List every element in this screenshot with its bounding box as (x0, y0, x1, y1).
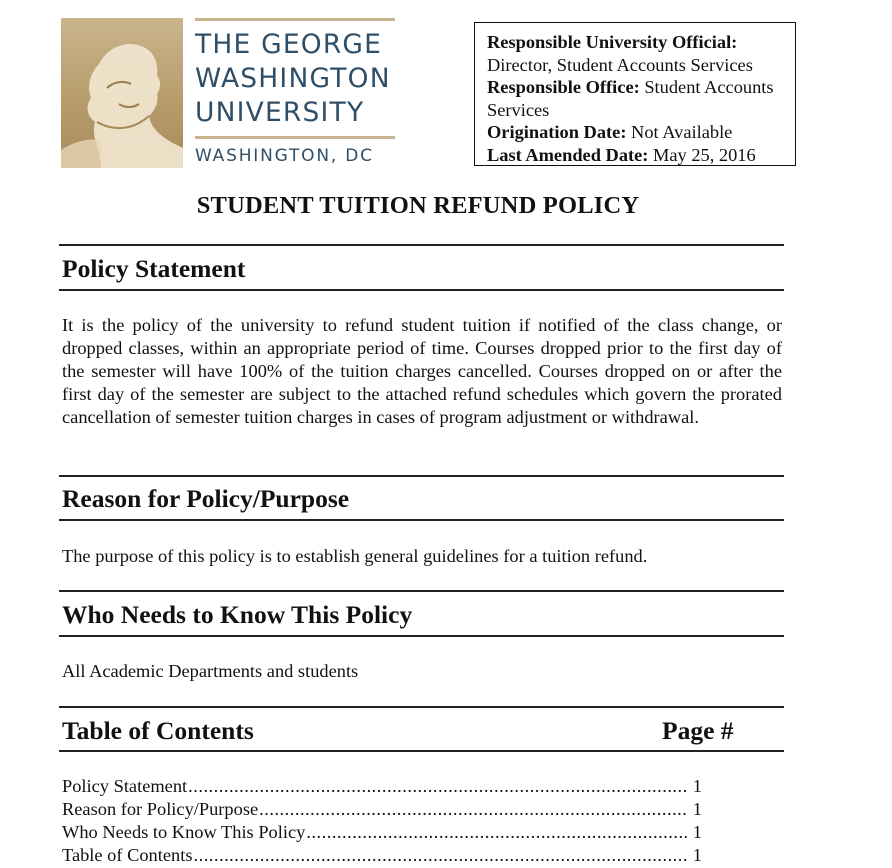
logo-university-name (195, 28, 391, 130)
toc-entry-label: Policy Statement (62, 776, 188, 796)
info-amended-row (487, 144, 785, 167)
table-of-contents (62, 775, 702, 867)
logo-city: WASHINGTON, DC (195, 146, 374, 166)
toc-entry-page: 1 (692, 776, 702, 796)
toc-entry-label: Table of Contents (62, 845, 193, 865)
toc-leader-dots (306, 821, 688, 844)
toc-entry-page: 1 (692, 822, 702, 842)
policy-info-box (474, 22, 796, 166)
info-official-label: Responsible University Official: (487, 32, 738, 52)
section-rule (59, 475, 784, 477)
document-title: STUDENT TUITION REFUND POLICY (196, 192, 640, 219)
section-rule (59, 289, 784, 291)
toc-row[interactable] (62, 821, 702, 844)
logo-mid-rule (195, 136, 395, 139)
section-rule (59, 750, 784, 752)
info-origination-row (487, 121, 785, 144)
who-needs-text: All Academic Departments and students (62, 661, 359, 681)
info-origination-value: Not Available (626, 122, 733, 143)
toc-leader-dots (259, 798, 688, 821)
info-official-value-row (487, 54, 785, 77)
reason-text: The purpose of this policy is to establish general guidelines for a tuition refund. (62, 546, 648, 566)
logo-name-line-3: UNIVERSITY (195, 97, 365, 128)
section-rule (59, 706, 784, 708)
university-logo (61, 18, 395, 168)
toc-leader-dots (188, 775, 688, 798)
toc-row[interactable] (62, 775, 702, 798)
washington-portrait-image (61, 18, 183, 168)
toc-row[interactable] (62, 844, 702, 867)
info-amended-label: Last Amended Date: (487, 144, 649, 165)
toc-entry-page: 1 (692, 799, 702, 819)
logo-wordmark (195, 18, 395, 168)
section-rule (59, 635, 784, 637)
toc-row[interactable] (62, 798, 702, 821)
toc-entry-label: Reason for Policy/Purpose (62, 799, 259, 819)
section-heading-who-needs: Who Needs to Know This Policy (62, 600, 413, 629)
section-rule (59, 590, 784, 592)
policy-statement-text: It is the policy of the university to refund student tuition if notified of the class change, or dropped classes, within an appropriate period of time. Courses dropped prior to the first day of the semester will have 100% of the tuition charges cancelled. Courses dropped on or after the first day of the semester are subject to the attached refund schedules which govern the prorated cancellation of semester tuition charges in cases of program adjustment or withdrawal. (62, 315, 782, 427)
info-amended-value: May 25, 2016 (648, 144, 756, 165)
toc-page-column-heading: Page # (662, 716, 734, 745)
info-origination-label: Origination Date: (487, 122, 627, 143)
logo-name-line-1: THE GEORGE (195, 29, 383, 60)
info-office-label: Responsible Office: (487, 77, 640, 98)
info-official-value: Director, Student Accounts Services (487, 54, 753, 75)
section-heading-reason: Reason for Policy/Purpose (62, 484, 350, 513)
logo-top-rule (195, 18, 395, 21)
section-rule (59, 244, 784, 246)
section-heading-policy-statement: Policy Statement (62, 254, 246, 283)
logo-name-line-2: WASHINGTON (195, 63, 391, 94)
toc-leader-dots (194, 844, 689, 867)
info-office-value: Student Accounts Services (487, 77, 774, 120)
toc-entry-label: Who Needs to Know This Policy (62, 822, 306, 842)
info-office-row (487, 76, 785, 121)
toc-entry-page: 1 (692, 845, 702, 865)
section-rule (59, 519, 784, 521)
section-heading-toc: Table of Contents (62, 716, 254, 745)
info-official-label-row (487, 31, 785, 54)
